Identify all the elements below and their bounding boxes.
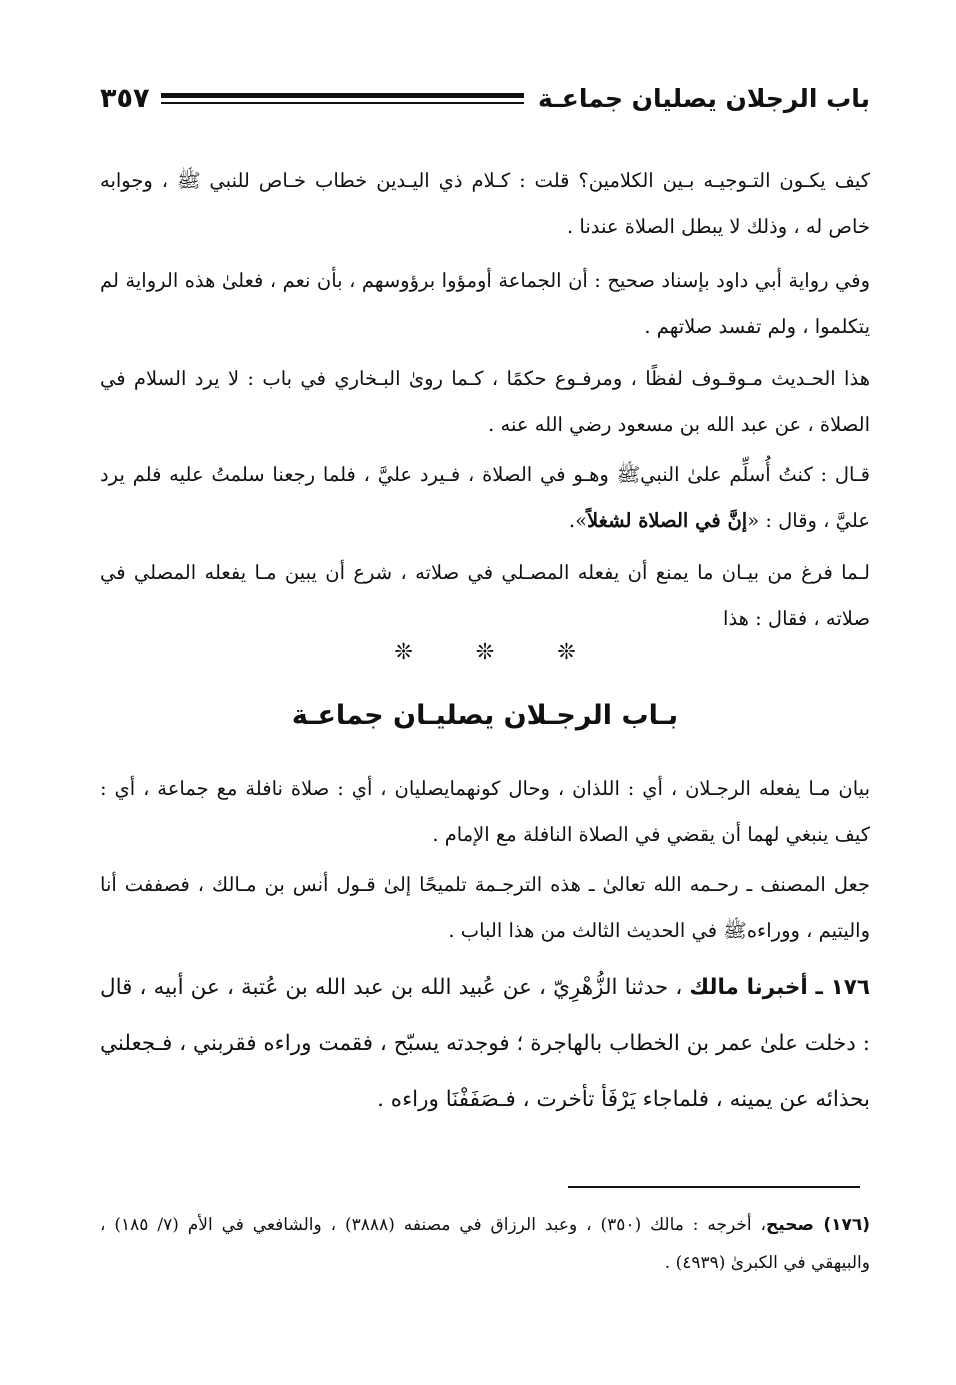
hadith-text: ، حدثنا الزُّهْرِيّ ، عن عُبيد الله بن عبد الله بن عُتبة ، عن أبيه ، قال : دخلت علىٰ عمر بن الخطاب بالهاجرة ؛ فوجدته يسبّح ، فقمت وراءه فقربني ، فـجعلني بحذائه عن يمينه ، فلماجاء يَرْفَأ تأخرت ، فـصَفَفْنَا وراءه . (100, 975, 870, 1112)
hadith-176 (100, 960, 870, 1128)
chapter-heading: بـاب الرجـلان يصليـان جماعـة (291, 700, 679, 731)
paragraph-ibn-masud-quote (100, 452, 870, 544)
star-ornament: ❊ (475, 640, 495, 665)
header-rule (161, 93, 524, 104)
paragraph-chapter-explanation: بيان مـا يفعله الرجـلان ، أي : اللذان ، وحال كونهمايصليان ، أي : صلاة نافلة مع جماعة ، أي : كيف ينبغي لهما أن يقضي في الصلاة النافلة مع الإمام . (100, 777, 870, 846)
paragraph-transition: لـما فرغ من بيـان ما يمنع أن يفعله المصـلي في صلاته ، شرع أن يبين مـا يفعله المصلي في صلاته ، فقال : هذا (100, 561, 870, 630)
star-ornament: ❊ (394, 640, 413, 665)
paragraph-kalam-dhi-alyadayn: كيف يكـون التـوجيـه بـين الكلامين؟ قلت : كـلام ذي اليـدين خطاب خـاص للنبي ﷺ ، وجوابه خاص له ، وذلك لا يبطل الصلاة عندنا . (100, 169, 870, 238)
section-separator (100, 640, 870, 665)
hadith-number-lead: ١٧٦ ـ أخبرنا مالك (689, 975, 870, 1000)
quote-trail-text: ». (568, 509, 588, 532)
running-title: باب الرجلان يصليان جماعـة (538, 83, 870, 113)
page-number: ٣٥٧ (100, 82, 150, 114)
footnote-rule (568, 1186, 860, 1188)
footnote-lead: (١٧٦) صحيح (766, 1215, 871, 1235)
footnote-176 (100, 1206, 870, 1282)
footnote-text: ، أخرجه : مالك (٣٥٠) ، وعبد الرزاق في مصنفه (٣٨٨٨) ، والشافعي في الأم (٧/ ١٨٥) ، والبيهقي في الكبرىٰ (٤٩٣٩) . (100, 1215, 870, 1273)
star-ornament: ❊ (557, 640, 576, 665)
paragraph-mawquf-marfu: هذا الحـديث مـوقـوف لفظًا ، ومرفـوع حكمًا ، كـما روىٰ البـخاري في باب : لا يرد السلام في الصلاة ، عن عبد الله بن مسعود رضي الله عنه . (100, 367, 870, 436)
prophetic-quote: إنَّ في الصلاة لشغلاً (587, 509, 748, 532)
paragraph-author-intent: جعل المصنف ـ رحـمه الله تعالىٰ ـ هذه الترجـمة تلميحًا إلىٰ قـول أنس بن مـالك ، فصففت أنا واليتيم ، ووراءهﷺ في الحديث الثالث من هذا الباب . (100, 873, 870, 942)
running-header (100, 76, 870, 120)
paragraph-abu-dawud-narration: وفي رواية أبي داود بإسناد صحيح : أن الجماعة أومؤوا برؤوسهم ، بأن نعم ، فعلىٰ هذه الرواية لم يتكلموا ، ولم تفسد صلاتهم . (100, 269, 870, 338)
quote-lead-text: قـال : كنتُ أُسلِّم علىٰ النبيﷺ وهـو في الصلاة ، فـيرد عليَّ ، فلما رجعنا سلمتُ عليه فلم يرد عليَّ ، وقال : « (100, 463, 870, 532)
